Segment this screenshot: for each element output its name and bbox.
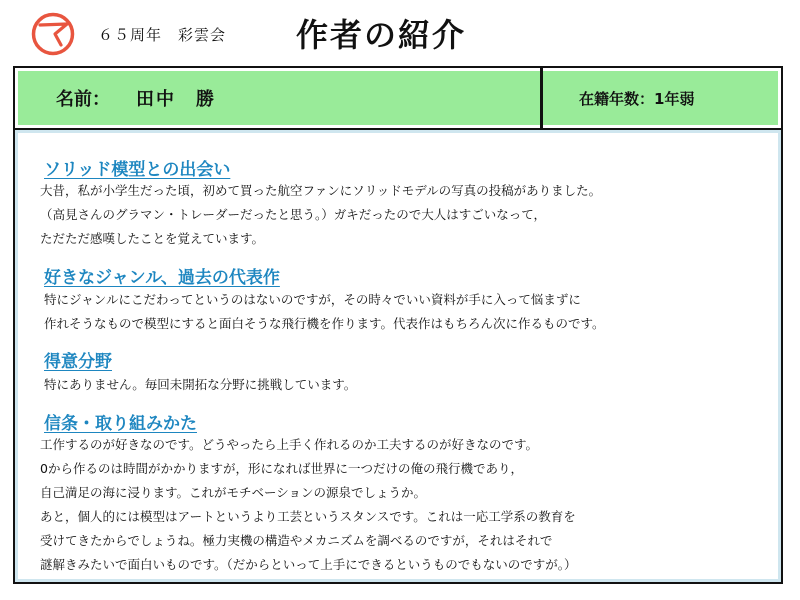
text-line: 謎解きみたいで面白いものです。（だからといって上手にできるというものでもないのですが。） — [40, 557, 577, 572]
text-line: 0から作るのは時間がかかりますが，形になれば世界に一つだけの俺の飛行機であり， — [40, 461, 523, 476]
page-title: 作者の紹介 — [296, 16, 467, 54]
section-title-encounter: ソリッド模型との出会い — [44, 160, 231, 180]
text-line: 受けてきたからでしょうね。極力実機の構造やメカニズムを調べるのですが，それはそれで — [40, 533, 553, 548]
text-line: 特にありません。毎回未開拓な分野に挑戦しています。 — [44, 377, 357, 392]
club-name: ６５周年 彩雲会 — [98, 26, 227, 44]
section-text-genre — [44, 288, 605, 336]
section-text-specialty — [44, 373, 356, 397]
text-line: 特にジャンルにこだわってというのはないのですが，その時々でいい資料が手に入って悩まずに — [44, 292, 581, 307]
section-title-specialty: 得意分野 — [44, 352, 112, 372]
text-line: 大昔，私が小学生だった頃，初めて買った航空ファンにソリッドモデルの写真の投稿がありました。 — [40, 183, 602, 198]
profile-card — [13, 66, 783, 584]
name-value: 田中 勝 — [136, 89, 216, 110]
text-line: 工作するのが好きなのです。どうやったら上手く作れるのか工夫するのが好きなのです。 — [40, 437, 539, 452]
section-text-encounter — [40, 179, 601, 251]
name-label: 名前： — [56, 89, 110, 110]
text-line: 自己満足の海に浸ります。これがモチベーションの源泉でしょうか。 — [40, 485, 427, 500]
section-title-approach: 信条・取り組みかた — [44, 414, 197, 434]
text-line: 作れそうなもので模型にすると面白そうな飛行機を作ります。代表作はもちろん次に作るものです。 — [44, 316, 605, 331]
name-cell — [15, 68, 540, 128]
section-text-approach — [40, 433, 577, 577]
text-line: （高見さんのグラマン・トレーダーだったと思う。）ガキだったので大人はすごいなって， — [40, 207, 547, 222]
text-line: ただただ感嘆したことを覚えています。 — [40, 231, 265, 246]
text-line: あと，個人的には模型はアートというより工芸というスタンスです。これは一応工学系の教育を — [40, 509, 576, 524]
profile-header — [15, 68, 781, 130]
profile-body — [15, 130, 781, 582]
club-emblem-icon — [31, 12, 75, 56]
membership-years: 在籍年数：1年弱 — [543, 68, 781, 128]
section-title-genre: 好きなジャンル、過去の代表作 — [44, 268, 280, 288]
